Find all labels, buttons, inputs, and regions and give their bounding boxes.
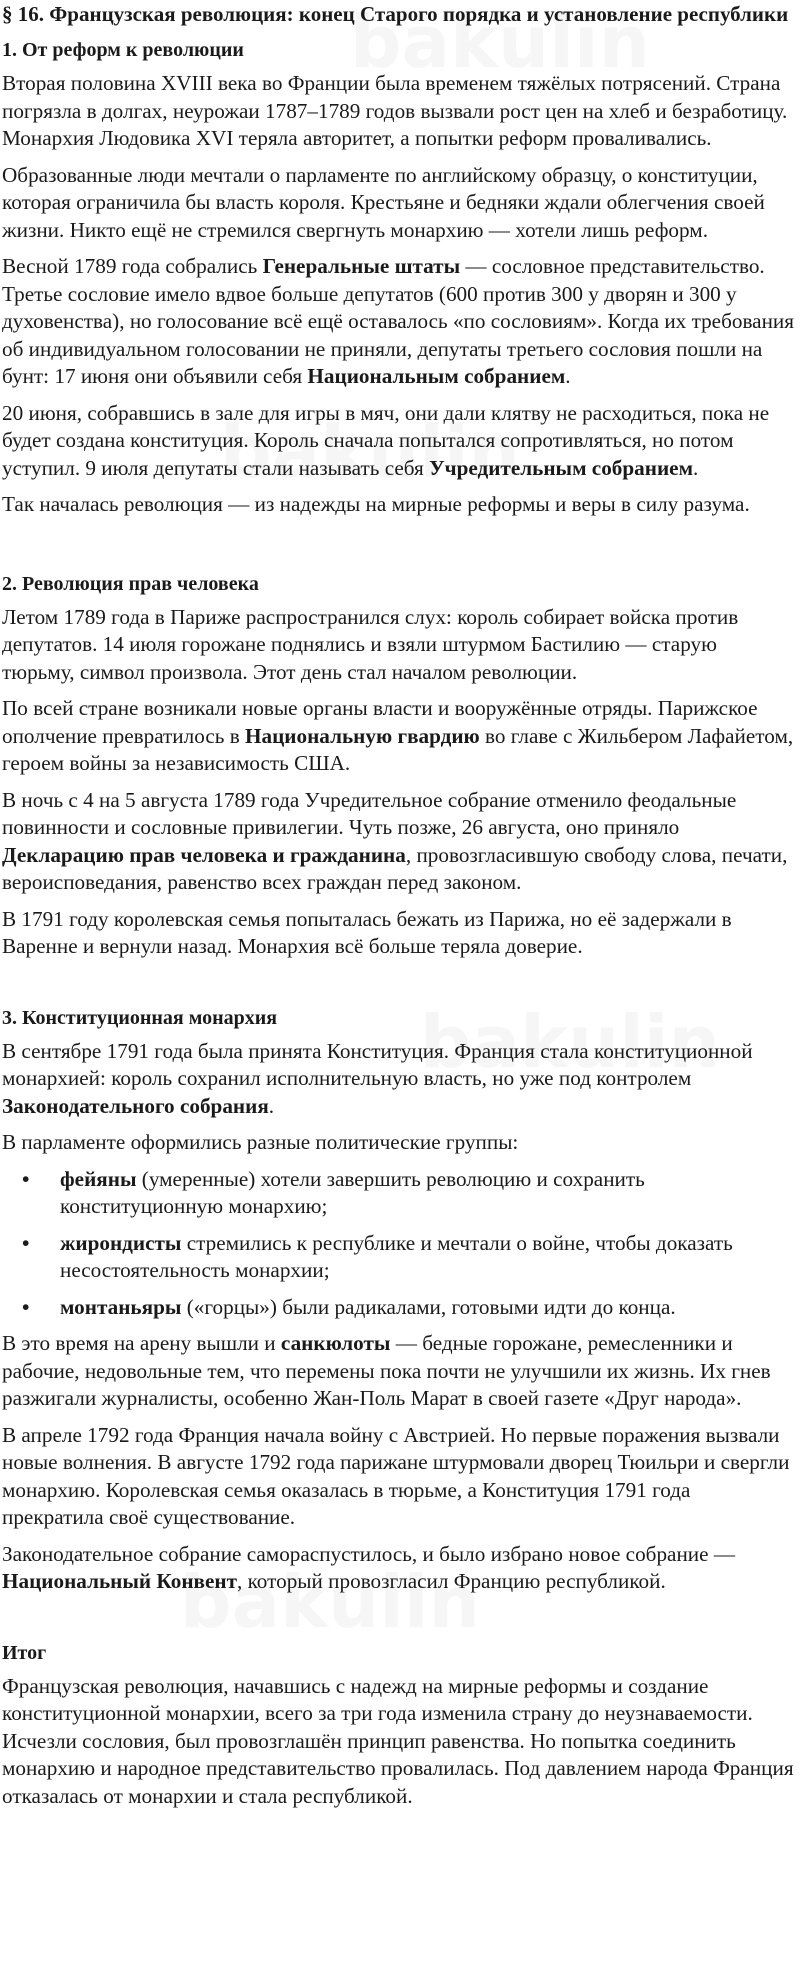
political-groups-list: [2, 1166, 794, 1322]
paragraph: [2, 491, 794, 519]
text-run: .: [565, 364, 571, 388]
paragraph: [2, 604, 794, 687]
bullet-icon: •: [22, 1230, 30, 1255]
section-heading: 2. Революция прав человека: [2, 572, 259, 595]
text-run: 20 июня, собравшись в зале для игры в мяч, они дали клятву не расходиться, пока не будет создана конституция. Король сначала попытался сопротивляться, но потом уступил. 9 июля депутаты стали называть себя: [2, 400, 770, 480]
bold-term: Учредительным собранием: [429, 455, 694, 480]
bold-term: фейяны: [60, 1166, 137, 1191]
section-spacer: [2, 528, 794, 570]
text-run: Так началась революция — из надежды на мирные реформы и веры в силу разума.: [2, 492, 750, 516]
bold-term: Законодательного собрания: [2, 1093, 269, 1118]
paragraph: [2, 695, 794, 778]
paragraph: [2, 1330, 794, 1413]
bold-term: жирондисты: [60, 1230, 182, 1255]
text-run: (умеренные) хотели завершить революцию и сохранить конституционную монархию;: [60, 1166, 645, 1218]
bold-term: Генеральные штаты: [262, 254, 461, 278]
text-run: во главе с Жильбером Лафайетом, героем войны за независимость США.: [2, 723, 794, 775]
text-run: — сословное представительство. Третье сословие имело вдвое больше депутатов (600 против 300 у дворян и 300 у духовенства), но голосование всё ещё оставалось «по сословиям». Когда их требования об индивидуальном голосовании не приняли, депутаты третьего сословия пошли на бунт: 17 июня они объявили себя: [2, 254, 795, 388]
paragraph: [2, 400, 794, 483]
section-3: [2, 1004, 794, 1596]
section-2: [2, 570, 794, 961]
text-run: Законодательное собрание самораспустилось, и было избрано новое собрание —: [2, 1541, 736, 1566]
text-run: , который провозгласил Францию республикой.: [237, 1569, 666, 1593]
text-run: Французская революция, начавшись с надежд на мирные реформы и создание конституционной монархии, всего за три года изменила страну до неузнаваемости. Исчезли сословия, был провозглашён принцип равенства. Но попытка соединить монархию и народное представительство провалилась. Под давлением народа Франция отказалась от монархии и стала республикой.: [2, 1673, 794, 1808]
text-run: В ночь с 4 на 5 августа 1789 года Учредительное собрание отменило феодальные повинности и сословные привилегии. Чуть позже, 26 августа, оно приняло: [2, 787, 737, 839]
text-run: Весной 1789 года собрались: [2, 254, 263, 278]
text-run: В парламенте оформились разные политические группы:: [2, 1130, 519, 1154]
bold-term: Декларацию прав человека и гражданина: [2, 842, 406, 867]
bullet-icon: •: [22, 1166, 30, 1191]
paragraph: [2, 1541, 794, 1596]
bold-term: монтаньяры: [60, 1294, 182, 1319]
section-4: [2, 1639, 794, 1811]
section-heading: Итог: [2, 1641, 47, 1664]
text-run: В это время на арену вышли и: [2, 1331, 281, 1355]
paragraph: [2, 1038, 794, 1121]
section-1: [2, 36, 794, 519]
bold-term: Национальную гвардию: [245, 723, 480, 748]
text-run: Летом 1789 года в Париже распространился слух: король собирает войска против депутатов. 14 июля горожане поднялись и взяли штурмом Бастилию — старую тюрьму, символ произвола. Этот день стал началом революции.: [2, 604, 739, 684]
list-item: [2, 1294, 794, 1322]
section-spacer: [2, 1605, 794, 1639]
text-run: («горцы») были радикалами, готовыми идти до конца.: [181, 1294, 676, 1319]
paragraph: [2, 1129, 794, 1157]
text-run: В 1791 году королевская семья попыталась бежать из Парижа, но её задержали в Варенне и вернули назад. Монархия всё больше теряла доверие.: [2, 906, 732, 958]
section-heading: 1. От реформ к революции: [2, 39, 244, 61]
paragraph: [2, 787, 794, 897]
text-run: Вторая половина XVIII века во Франции была временем тяжёлых потрясений. Страна погрязла в долгах, неурожаи 1787–1789 годов вызвали рост цен на хлеб и безработицу. Монархия Людовика XVI теряла авторитет, а попытки реформ проваливались.: [2, 71, 788, 150]
text-run: , провозгласившую свободу слова, печати, вероисповедания, равенство всех граждан перед законом.: [2, 842, 788, 894]
paragraph: [2, 162, 794, 245]
bold-term: Национальный Конвент: [2, 1569, 237, 1593]
paragraph: [2, 906, 794, 961]
bullet-icon: •: [22, 1294, 30, 1319]
section-heading: 3. Конституционная монархия: [2, 1006, 278, 1029]
list-item: [2, 1230, 794, 1285]
paragraph: [2, 1422, 794, 1532]
section-spacer: [2, 970, 794, 1004]
text-run: .: [693, 455, 699, 480]
text-run: стремились к республике и мечтали о войне, чтобы доказать несостоятельность монархии;: [60, 1230, 733, 1282]
text-run: В сентябре 1791 года была принята Конституция. Франция стала конституционной монархией: король сохранил исполнительную власть, но уже под контролем: [2, 1038, 753, 1090]
text-run: В апреле 1792 года Франция начала войну с Австрией. Но первые поражения вызвали новые волнения. В августе 1792 года парижане штурмовали дворец Тюильри и свергли монархию. Королевская семья оказалась в тюрьме, а Конституция 1791 года прекратила своё существование.: [2, 1422, 790, 1529]
text-run: .: [268, 1093, 275, 1118]
paragraph: [2, 1673, 794, 1811]
text-run: Образованные люди мечтали о парламенте по английскому образцу, о конституции, которая ограничила бы власть короля. Крестьяне и бедняки ждали облегчения своей жизни. Никто ещё не стремился свергнуть монархию — хотели лишь реформ.: [2, 162, 765, 242]
text-run: По всей стране возникали новые органы власти и вооружённые отряды. Парижское ополчение превратилось в: [2, 696, 758, 748]
text-run: — бедные горожане, ремесленники и рабочие, недовольные тем, что перемены пока почти не улучшили их жизнь. Их гнев разжигали журналисты, особенно Жан-Поль Марат в своей газете «Друг народа».: [2, 1331, 771, 1410]
bold-term: санкюлоты: [280, 1331, 391, 1355]
document-body: [2, 36, 794, 1810]
page-title: § 16. Французская революция: конец Старого порядка и установление республики: [2, 2, 789, 26]
paragraph: [2, 70, 794, 153]
bold-term: Национальным собранием: [307, 364, 566, 388]
list-item: [2, 1166, 794, 1221]
paragraph: [2, 253, 794, 391]
